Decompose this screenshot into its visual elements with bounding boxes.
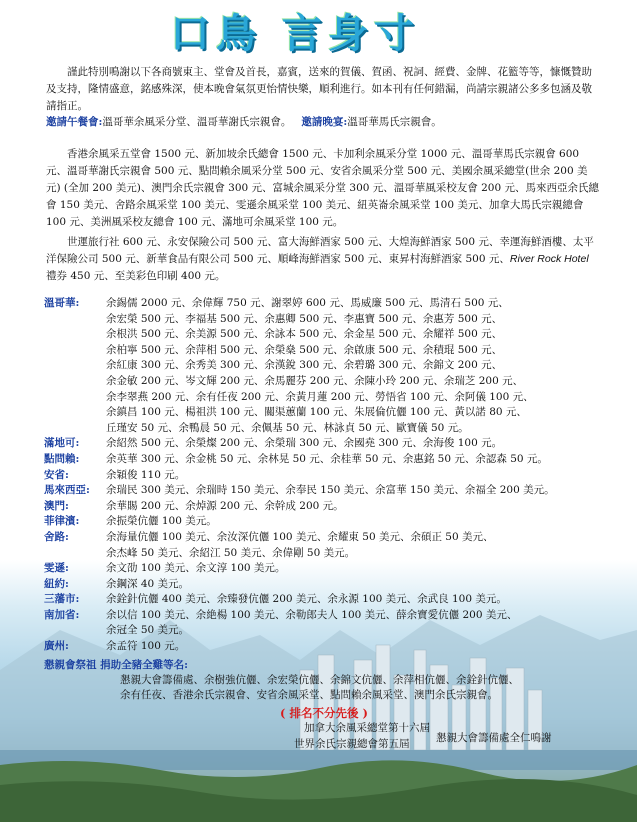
donor-city: [44, 358, 106, 374]
donor-row: [44, 374, 606, 390]
donor-amounts: 余冠全 50 美元。: [106, 624, 190, 637]
dinner-label: 邀請晚宴:: [301, 116, 348, 128]
donor-city: 南加省:: [44, 608, 80, 621]
footer-section: [44, 658, 604, 755]
donor-row: [44, 296, 606, 312]
businesses-text-end: 禮券 450 元、至美彩色印刷 400 元。: [46, 270, 226, 282]
donor-city: 菲律濱:: [44, 515, 80, 528]
signatures: [44, 721, 604, 755]
donor-row: [44, 592, 606, 608]
donor-city: 廣州:: [44, 640, 69, 653]
donor-amounts: 余穎俊 110 元。: [106, 468, 186, 481]
donor-city: 馬來西亞:: [44, 484, 90, 497]
donor-city: [44, 421, 106, 437]
donor-city: [44, 546, 106, 562]
donor-city: 點問賴:: [44, 452, 80, 465]
donor-city: 紐約:: [44, 577, 69, 590]
donor-amounts: 余柏寧 500 元、余萍相 500 元、余榮燊 500 元、余啟康 500 元、余積琨 500 元、: [106, 343, 503, 356]
donor-row: [44, 483, 606, 499]
donor-row: [44, 608, 606, 624]
businesses-text: 世運旅行社 600 元、永安保險公司 500 元、富大海鮮酒家 500 元、大煌海鮮酒家 500 元、幸運海鮮酒樓、太平洋保險公司 500 元、新華食品有限公司 500 元、順峰海鮮酒家 500 元、東昇村海鮮酒家 500 元、: [46, 236, 594, 265]
donor-row: [44, 312, 606, 328]
donor-city: [44, 343, 106, 359]
footer-line-2: 余有任夜、香港余氏宗親會、安省余風采堂、點問賴余風采堂、澳門余氏宗親會。: [120, 688, 498, 701]
donor-city: 滿地可:: [44, 437, 80, 450]
donor-amounts: 余孟符 100 元。: [106, 640, 186, 653]
donor-city: 雯遜:: [44, 562, 69, 575]
donor-amounts: 余錫儒 2000 元、余偉輝 750 元、謝翠婷 600 元、馬威廉 500 元、馬清石 500 元、: [106, 297, 509, 309]
dinner-value: 溫哥華馬氏宗親會。: [347, 116, 442, 128]
donor-amounts: 余華賜 200 元、余焯源 200 元、余幹成 200 元。: [106, 499, 344, 512]
river-rock-hotel: River Rock Hotel: [509, 253, 589, 265]
donor-row: [44, 530, 606, 546]
donor-amounts: 余文劭 100 美元、余文淳 100 美元。: [106, 562, 286, 575]
donor-city: 澳門:: [44, 499, 69, 512]
page-title: 口鳥 言身寸: [170, 11, 420, 57]
donor-row: [44, 452, 606, 468]
footer-heading: 懇親會祭祖 捐助全豬全雞等名:: [44, 659, 189, 671]
donor-city: 舍路:: [44, 530, 69, 543]
donor-row: [44, 499, 606, 515]
donor-amounts: 余紅康 300 元、余秀美 300 元、余漢銳 300 元、余碧璐 300 元、余錦文 200 元、: [106, 359, 503, 372]
donor-row: [44, 390, 606, 406]
donor-list: [44, 296, 606, 655]
donor-amounts: 余英華 300 元、余金桃 50 元、余林晃 50 元、余桂華 50 元、余惠銘 50 元、余認森 50 元。: [106, 452, 548, 465]
donor-amounts: 余銓針伉儷 400 美元、余臻發伉儷 200 美元、余永源 100 美元、余武良 100 美元。: [106, 593, 507, 606]
donor-row: [44, 577, 606, 593]
donor-amounts: 余鋼深 40 美元。: [106, 577, 190, 590]
donor-amounts: 余李翠燕 200 元、余有任夜 200 元、余黃月蓮 200 元、勞悟省 100 元、余阿儀 100 元、: [106, 390, 534, 403]
signature-1: 加拿大余風采總堂第十六屆: [304, 722, 430, 735]
donor-amounts: 余金敏 200 元、岑文輝 200 元、余馬麗芬 200 元、余陳小玲 200 元、余瑞芝 200 元、: [106, 374, 524, 387]
donor-row: [44, 327, 606, 343]
donor-row: [44, 343, 606, 359]
donor-city: [44, 327, 106, 343]
donor-amounts: 余根洪 500 元、余美源 500 元、余詠本 500 元、余金星 500 元、余耀祥 500 元、: [106, 328, 503, 341]
donor-amounts: 余振榮伉儷 100 美元。: [106, 515, 217, 528]
donor-city: 溫哥華:: [44, 297, 80, 309]
donor-row: [44, 358, 606, 374]
intro-paragraph: 謹此特別鳴謝以下各商號東主、堂會及首長，嘉賓，送來的賀儀、賀函、祝詞、經費、金牌、花籃等等，慷慨贊助及支持，隆情盛意，銘感殊深，使本晚會氣氛更怡情快樂，順利進行。如本刊有任何錯漏，尚請宗親諸公多多包涵及敬請指正。: [46, 66, 592, 112]
donor-row: [44, 561, 606, 577]
ranking-note: ( 排名不分先後 ): [280, 706, 368, 721]
invited-hosts: [46, 114, 442, 129]
signature-3: 懇親大會籌備處全仁鳴謝: [436, 732, 552, 745]
organizations-paragraph: 香港余風采五堂會 1500 元、新加坡余氏總會 1500 元、卡加利余風采分堂 1000 元、溫哥華馬氏宗親會 600 元、溫哥華謝氏宗親會 500 元、點問賴余風采分堂 500 元、安省余風采分堂 500 元、美國余風采總堂(世余 200 美元) (全加 200 美元)、澳門余氏宗親會 300 元、富城余風采分堂 300 元、溫哥華風采校友會 200 元、馬來西亞余氏總會 150 美元、舍路余風采堂 100 美元、雯遜余風采堂 100 美元、紐英崙余風采堂 100 美元、加拿大馬氏宗親總會 100 元、美洲風采校友總會 100 元、滿地可余風采堂 100 元。: [46, 148, 599, 228]
donor-amounts: 余宏榮 500 元、李福基 500 元、余惠卿 500 元、李惠寶 500 元、余惠芳 500 元、: [106, 312, 503, 325]
donor-city: 安省:: [44, 468, 69, 481]
footer-list: [44, 673, 604, 703]
donor-row: [44, 514, 606, 530]
donor-amounts: 余以信 100 美元、余絶楊 100 美元、余勒郎夫人 100 美元、薛余寶愛伉儷 200 美元、: [106, 608, 518, 621]
donor-amounts: 余鎮昌 100 元、楊祖洪 100 元、關渠蕙蘭 100 元、朱展倫伉儷 100 元、黃以諾 80 元、: [106, 406, 527, 419]
donor-row: [44, 623, 606, 639]
businesses-paragraph: [46, 234, 602, 285]
donor-amounts: 余紹然 500 元、余榮燦 200 元、余榮瑞 300 元、余國堯 300 元、余海俊 100 元。: [106, 437, 503, 450]
donor-city: [44, 312, 106, 328]
donor-amounts: 余瑞民 300 美元、余瑞時 150 美元、余奉民 150 美元、余富華 150 美元、余福全 200 美元。: [106, 484, 555, 497]
donor-amounts: 余杰峰 50 美元、余紹江 50 美元、余偉剛 50 美元。: [106, 546, 356, 559]
donor-amounts: 余海量伉儷 100 美元、余汝深伉儷 100 美元、余耀東 50 美元、余碩正 50 美元、: [106, 530, 494, 543]
donor-row: [44, 436, 606, 452]
donor-row: [44, 405, 606, 421]
donor-row: [44, 639, 606, 655]
donor-row: [44, 468, 606, 484]
donor-row: [44, 546, 606, 562]
donor-city: [44, 390, 106, 406]
footer-line-1: 懇親大會籌備處、余樹強伉儷、余宏榮伉儷、余錦文伉儷、余萍相伉儷、余銓針伉儷、: [120, 673, 519, 686]
donor-row: [44, 421, 606, 437]
lunch-value: 溫哥華余風采分堂、溫哥華謝氏宗親會。: [102, 116, 292, 128]
donor-amounts: 丘瑾安 50 元、余鴨晨 50 元、余佩基 50 元、林詠貞 50 元、歐寶儀 50 元。: [106, 421, 469, 434]
donor-city: [44, 374, 106, 390]
lunch-label: 邀請午餐會:: [46, 116, 103, 128]
donor-city: [44, 623, 106, 639]
donor-city: 三藩市:: [44, 593, 80, 606]
donor-city: [44, 405, 106, 421]
signature-2: 世界余氏宗親總會第五屆: [294, 738, 410, 751]
